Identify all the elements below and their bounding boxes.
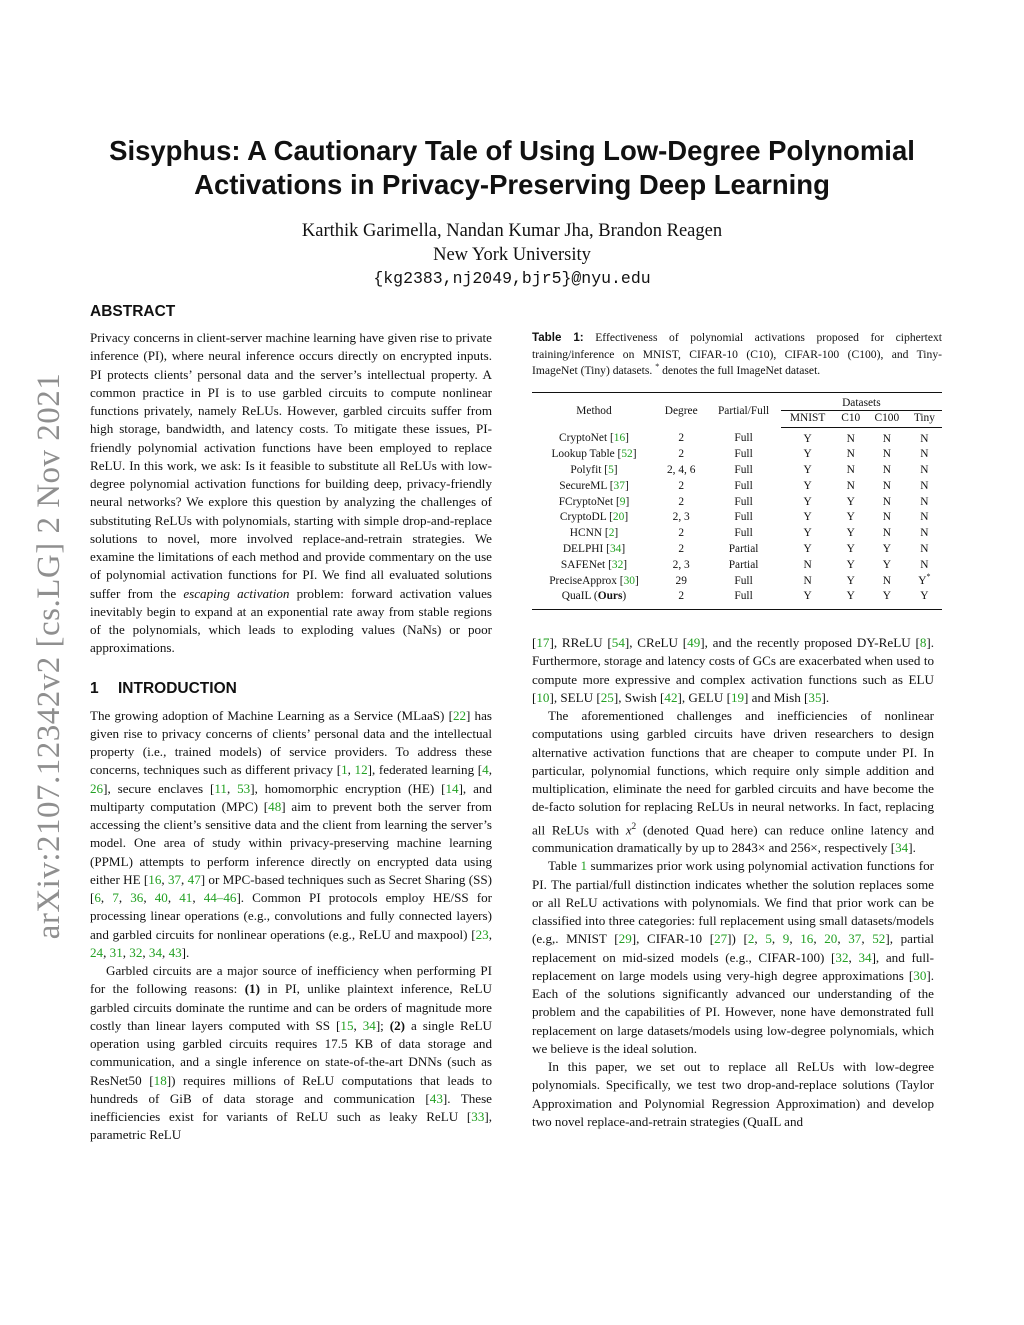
methods-table (532, 392, 942, 611)
col-header-method: Method (532, 392, 656, 427)
citation-link[interactable]: 26 (90, 780, 104, 796)
citation-link[interactable]: 27 (714, 931, 728, 947)
citation-link[interactable]: 2 (747, 931, 755, 947)
col-header-c10: C10 (835, 410, 867, 427)
citation-link[interactable]: 24 (90, 944, 104, 960)
left-column (90, 302, 492, 1145)
citation-link[interactable]: 5 (608, 464, 614, 477)
citation-link[interactable]: 53 (237, 780, 251, 796)
citation-link[interactable]: 42 (664, 689, 678, 705)
intro-paragraph-2: Garbled circuits are a major source of inefficiency when performing PI for the following reasons: (1) in PI, unlike plaintext inference, ReLU garbled circuits dominate the runtime and can be orders of magnitude more costly than linear layers computed with SS [15, 34]; (2) a single ReLU operation using garbled circuits requires 17.5 KB of data storage and communication, and a single inference on state-of-the-art DNNs (such as ResNet50 [18]) requires millions of ReLU computations that leads to hundreds of GiB of data storage and communication [43]. These inefficiencies exist for variants of ReLU such as leaky ReLU [33], parametric ReLU (90, 963, 492, 1143)
abstract-heading: ABSTRACT (90, 303, 176, 320)
arxiv-identifier: arXiv:2107.12342v2 [cs.LG] 2 Nov 2021 (31, 372, 67, 940)
citation-link[interactable]: 12 (354, 762, 368, 778)
intro-paragraph-1: The growing adoption of Machine Learning as a Service (MLaaS) [22] has given rise to privacy concerns of clients’ personal data and the intellectual property (i.e., trained models) of service providers. To address these concerns, techniques such as different privacy [1, 12], federated learning [4, 26], secure enclaves [11, 53], homomorphic encryption (HE) [14], and multiparty computation (MPC) [48] aim to prevent both the server from accessing the client’s sensitive data and the client from learning the server’s model. One area of study within privacy-preserving machine learning (PPML) attempts to perform inference directly on encrypted data using either HE [16, 37, 47] or MPC-based techniques such as Secret Sharing (SS) [6, 7, 36, 40, 41, 44–46]. Common PI protocols employ HE/SS for processing linear operations (e.g., convolutions and fully connected layers) and garbled circuits for nonlinear operations (e.g., ReLU and maxpool) [23, 24, 31, 32, 34, 43]. (90, 707, 493, 960)
citation-link[interactable]: 34 (148, 944, 163, 960)
affiliation: New York University (433, 245, 591, 265)
col-header-datasets: Datasets (781, 392, 942, 410)
citation-link[interactable]: 10 (536, 689, 550, 705)
citation-link[interactable]: 4 (482, 762, 489, 778)
math-exponent: 2 (631, 820, 637, 831)
table-reference-link[interactable]: 1 (580, 858, 587, 874)
table-row: FCryptoNet [9] 2 Full Y Y N N (558, 495, 929, 508)
col-header-c100: C100 (867, 410, 907, 427)
citation-link[interactable]: 43 (168, 944, 182, 960)
citation-link[interactable]: 5 (765, 931, 772, 947)
table-row: DELPHI [34] 2 Partial Y Y Y N (562, 543, 929, 556)
col-header-tiny: Tiny (907, 410, 942, 427)
table-row-ours: QuaIL (Ours) 2 Full Y Y Y Y (532, 589, 942, 609)
right-paragraph-1: [17], RReLU [54], CReLU [49], and the recently proposed DY-ReLU [8]. Furthermore, storage and latency costs of GCs are exacerbated when used to compute more expressive and complex activation functions such as ELU [10], SELU [25], Swish [42], GELU [19] and Mish [35]. (532, 635, 934, 705)
table-1 (532, 330, 942, 610)
citation-link[interactable]: 23 (475, 926, 489, 942)
citation-link[interactable]: 1 (341, 762, 348, 778)
citation-link[interactable]: 15 (340, 1017, 354, 1033)
section-number: 1 (90, 679, 99, 697)
citation-link[interactable]: 16 (800, 931, 814, 947)
col-header-mnist: MNIST (781, 410, 835, 427)
citation-link[interactable]: 52 (621, 448, 633, 461)
arxiv-sidebar (26, 356, 72, 956)
citation-link[interactable]: 2 (608, 527, 615, 540)
table-row: Polyfit [5] 2, 4, 6 Full Y N N N (570, 464, 929, 477)
author-emails: {kg2383,nj2049,bjr5}@nyu.edu (373, 269, 651, 288)
citation-link[interactable]: 6 (94, 890, 101, 905)
citation-link[interactable]: 37 (848, 931, 862, 947)
citation-link[interactable]: 16 (613, 432, 626, 445)
citation-link[interactable]: 54 (611, 635, 625, 650)
right-paragraph-2: The aforementioned challenges and inefficiencies of nonlinear computations using garbled circuits have driven researchers to design alternative activation functions that are cheaper to compute under PI. In particular, polynomial functions, which require only simple addition and multiplication, eliminate the need for garbled circuits and have become the de-facto solution for replacing ReLUs in neural networks. In fact, replacing all ReLUs with $x^2$ (denoted Quad here) can reduce online latency and communication dramatically by up to 2843× and 256×, respectively [34]. (532, 708, 934, 856)
citation-link[interactable]: 36 (130, 890, 144, 905)
citation-link[interactable]: 34 (609, 543, 622, 556)
citation-link[interactable]: 14 (445, 780, 459, 796)
citation-link[interactable]: 40 (154, 890, 168, 905)
citation-link[interactable]: 30 (913, 967, 927, 983)
table-row: Lookup Table [52] 2 Full Y N N N (551, 448, 929, 461)
citation-link[interactable]: 34 (858, 949, 872, 965)
table-row: PreciseApprox [30] 29 Full N Y N Y* (549, 571, 931, 587)
citation-link[interactable]: 34 (895, 840, 909, 856)
citation-link[interactable]: 35 (808, 689, 822, 705)
citation-link[interactable]: 8 (919, 635, 927, 650)
paper-title (70, 134, 954, 202)
title-line-2: Activations in Privacy-Preserving Deep Learning (194, 169, 830, 200)
citation-link[interactable]: 31 (109, 944, 123, 960)
table-label: Table 1: (532, 331, 584, 344)
citation-link[interactable]: 52 (872, 931, 886, 947)
abstract-text: Privacy concerns in client-server machine learning have given rise to private inference (PI), where neural inference occurs directly on encrypted inputs. PI protects clients’ personal data and the server’s intellectual property. A common practice in PI is to use garbled circuits to compute nonlinear functions privately, namely ReLUs. However, garbled circuits suffer from high storage, bandwidth, and latency costs. To mitigate these issues, PI-friendly polynomial activation functions have been employed to replace ReLU. In this work, we ask: Is it feasible to substitute all ReLUs with low-degree polynomial activation functions for building deep, privacy-friendly neural networks? We explore this question by analyzing the challenges of substituting ReLUs with polynomials, starting with simple drop-and-replace solutions to novel, more involved replace-and-retrain strategies. We examine the limitations of each method and provide commentary on the use of polynomial activation functions for PI. We find all evaluated solutions suffer from the escaping activation problem: forward activation values inevitably begin to expand at an exponential rate away from stable regions of the polynomials, which leads to exploding values (NaNs) or poor approximations. (90, 330, 492, 656)
citation-link[interactable]: 33 (471, 1109, 485, 1124)
section-title: INTRODUCTION (118, 679, 237, 697)
citation-link[interactable]: 20 (612, 511, 625, 524)
author-list: Karthik Garimella, Nandan Kumar Jha, Brandon Reagen (301, 221, 723, 241)
citation-link[interactable]: 19 (730, 689, 745, 705)
table-row: HCNN [2] 2 Full Y Y N N (569, 527, 929, 540)
citation-link[interactable]: 9 (619, 495, 626, 508)
citation-link[interactable]: 30 (623, 574, 635, 587)
citation-link[interactable]: 43 (429, 1090, 443, 1106)
citation-link[interactable]: 48 (268, 798, 282, 814)
citation-link[interactable]: 9 (782, 931, 790, 947)
citation-link[interactable]: 7 (112, 890, 119, 905)
introduction-heading (90, 679, 492, 699)
citation-link[interactable]: 18 (153, 1072, 167, 1088)
citation-link[interactable]: 32 (611, 558, 624, 571)
citation-link[interactable]: 44–46 (203, 890, 237, 905)
table-row: SecureML [37] 2 Full Y N N N (559, 479, 929, 492)
citation-link[interactable]: 16 (148, 871, 162, 887)
right-column (532, 634, 934, 1131)
table-caption: Table 1: Effectiveness of polynomial activations proposed for ciphertext training/inference on MNIST, CIFAR-10 (C10), CIFAR-100 (C100), and Tiny-ImageNet (Tiny) datasets. * denotes the full ImageNet dataset. (532, 331, 943, 377)
col-header-degree: Degree (656, 392, 706, 427)
citation-link[interactable]: 25 (600, 689, 614, 705)
citation-link[interactable]: 47 (187, 871, 201, 887)
citation-link[interactable]: 32 (835, 949, 849, 965)
citation-link[interactable]: 22 (452, 707, 467, 723)
table-row: CryptoNet [16] 2 Full Y N N N (559, 432, 929, 445)
citation-link[interactable]: 17 (536, 635, 550, 650)
math-variable: x (625, 821, 632, 837)
citation-link[interactable]: 20 (824, 931, 838, 947)
title-line-1: Sisyphus: A Cautionary Tale of Using Low-Degree Polynomial (109, 135, 915, 166)
abstract-emphasis: escaping activation (183, 585, 290, 601)
citation-link[interactable]: 41 (179, 890, 193, 905)
citation-link[interactable]: 37 (167, 871, 182, 887)
col-header-partial-full: Partial/Full (706, 392, 780, 427)
right-paragraph-3: Table 1 summarizes prior work using polynomial activation functions for PI. The partial/full distinction indicates whether the solution replaces some or all ReLU activations with polynomials. We find that prior work can be classified into three categories: full replacement using small datasets/models (e.g,. MNIST [29], CIFAR-10 [27]) [2, 5, 9, 16, 20, 37, 52], partial replacement on mid-sized models (e.g., CIFAR-100) [32, 34], and full-replacement on large models using very-high degree approximations [30]. Each of the solutions significantly advanced our understanding of the problem and the capabilities of PI. However, none have demonstrated full replacement on large datasets/models using low-degree polynomials, which we believe is the ideal solution. (532, 858, 935, 1056)
table-row: CryptoDL [20] 2, 3 Full Y Y N N (559, 511, 929, 524)
citation-link[interactable]: 49 (687, 635, 701, 650)
right-paragraph-4: In this paper, we set out to replace all ReLUs with low-degree polynomials. Specifically, we test two drop-and-replace solutions (Taylor Approximation and Polynomial Regression Approximation) and develop two novel replace-and-retrain strategies (QuaIL and (532, 1059, 934, 1129)
table-row: SAFENet [32] 2, 3 Partial N Y Y N (560, 558, 929, 571)
citation-link[interactable]: 32 (129, 944, 143, 960)
citation-link[interactable]: 37 (613, 479, 625, 492)
citation-link[interactable]: 34 (362, 1017, 376, 1033)
citation-link[interactable]: 11 (214, 780, 227, 796)
citation-link[interactable]: 29 (618, 931, 632, 947)
